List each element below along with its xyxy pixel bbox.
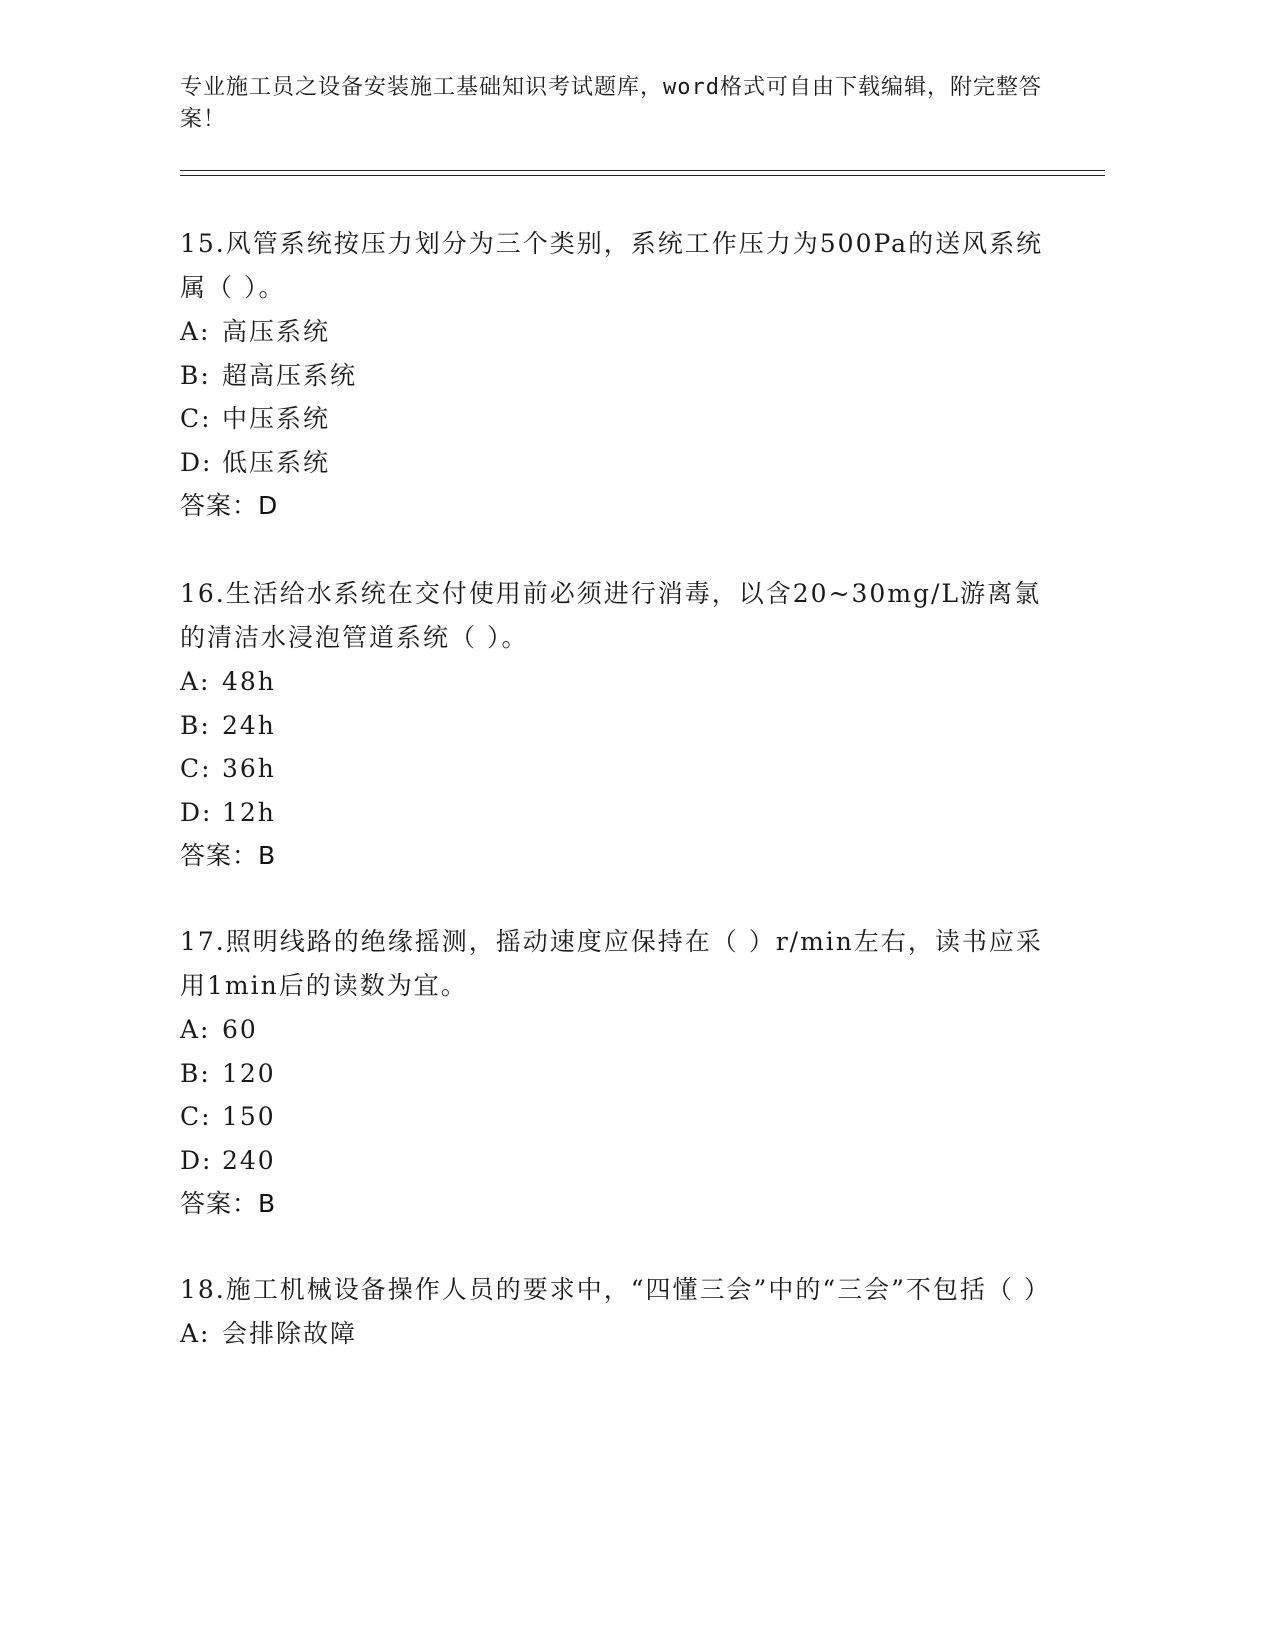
option-a [180, 310, 1060, 354]
option-text: 会排除故障 [222, 1319, 358, 1348]
option-text: 低压系统 [222, 447, 331, 477]
question-15 [180, 222, 1060, 528]
option-c [180, 747, 1060, 791]
option-letter: A: [180, 1319, 211, 1348]
question-17 [180, 920, 1060, 1226]
option-letter: B: [180, 360, 211, 390]
question-18 [180, 1268, 1060, 1356]
option-letter: D: [180, 797, 213, 827]
option-c [180, 1095, 1060, 1139]
option-letter: B: [180, 1058, 211, 1088]
option-letter: D: [180, 447, 213, 477]
option-text: 120 [222, 1058, 276, 1088]
option-text: 36h [222, 754, 276, 783]
option-c [180, 397, 1060, 441]
option-text: 12h [222, 797, 276, 827]
header-divider-top [180, 170, 1105, 171]
option-a [180, 1008, 1060, 1052]
option-text: 高压系统 [222, 317, 331, 346]
option-b [180, 354, 1060, 398]
answer-label: 答案：B [180, 1189, 277, 1218]
option-letter: C: [180, 404, 212, 433]
option-d [180, 791, 1060, 835]
option-letter: B: [180, 710, 211, 740]
option-letter: A: [180, 667, 211, 696]
option-d [180, 441, 1060, 485]
option-text: 240 [222, 1145, 276, 1175]
option-b [180, 704, 1060, 748]
option-letter: A: [180, 1015, 211, 1044]
option-text: 中压系统 [222, 404, 331, 433]
option-letter: C: [180, 754, 212, 783]
option-letter: D: [180, 1145, 213, 1175]
document-header: 专业施工员之设备安装施工基础知识考试题库，word格式可自由下载编辑，附完整答案！ [180, 75, 1042, 132]
option-letter: A: [180, 317, 211, 346]
option-text: 60 [222, 1015, 258, 1044]
option-d [180, 1139, 1060, 1183]
option-a [180, 660, 1060, 704]
header-divider-bottom [180, 175, 1105, 176]
question-stem: 17.照明线路的绝缘摇测，摇动速度应保持在（ ）r/min左右，读书应采用1min后的读数为宜。 [180, 927, 1043, 1000]
question-stem: 18.施工机械设备操作人员的要求中，“四懂三会”中的“三会”不包括（ ） [180, 1275, 1051, 1304]
option-text: 24h [222, 710, 276, 740]
question-stem: 16.生活给水系统在交付使用前必须进行消毒，以含20~30mg/L游离氯的清洁水浸泡管道系统（ ）。 [180, 579, 1042, 652]
option-letter: C: [180, 1102, 212, 1131]
option-b [180, 1052, 1060, 1096]
option-text: 超高压系统 [222, 360, 358, 390]
option-a [180, 1312, 1060, 1356]
answer-label: 答案：B [180, 841, 277, 870]
option-text: 150 [222, 1102, 276, 1131]
answer-label: 答案：D [180, 491, 279, 520]
question-16 [180, 572, 1060, 878]
question-stem: 15.风管系统按压力划分为三个类别，系统工作压力为500Pa的送风系统属（ ）。 [180, 229, 1044, 302]
option-text: 48h [222, 667, 276, 696]
